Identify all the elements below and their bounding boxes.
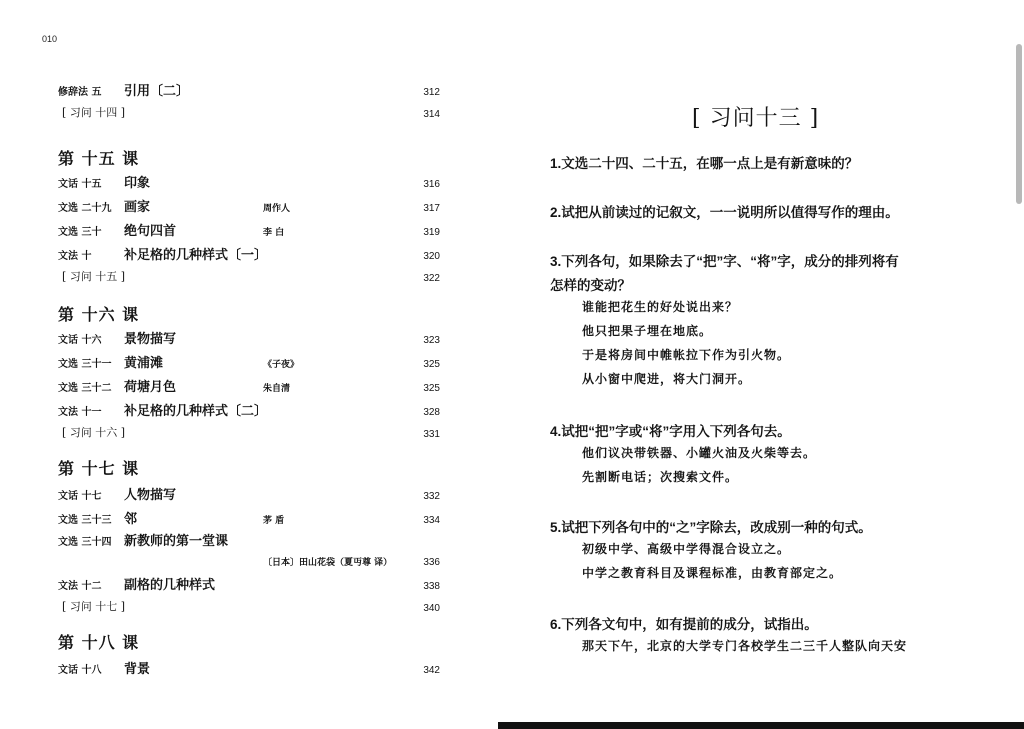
toc-row[interactable] bbox=[56, 376, 440, 394]
toc-title: 人物描写 bbox=[124, 488, 177, 503]
toc-page-number: 328 bbox=[423, 407, 440, 418]
toc-section-prefix: 文话 十八 bbox=[58, 665, 102, 676]
page-number: 010 bbox=[42, 34, 58, 44]
toc-title: 绝句四首 bbox=[124, 224, 177, 239]
toc-page-number: 338 bbox=[423, 581, 440, 592]
toc-title: 印象 bbox=[124, 176, 151, 191]
toc-page-number: 340 bbox=[423, 603, 440, 614]
lesson-heading: 第 十五 课 bbox=[58, 149, 140, 168]
toc-row[interactable] bbox=[56, 400, 440, 418]
toc-page-number: 319 bbox=[423, 227, 440, 238]
toc-author: 茅 盾 bbox=[263, 516, 285, 526]
toc-row[interactable] bbox=[56, 80, 440, 98]
toc-author: 《子夜》 bbox=[263, 360, 300, 370]
toc-title: 邻 bbox=[124, 512, 138, 527]
toc-page-number: 325 bbox=[423, 383, 440, 394]
toc-author: 李 白 bbox=[263, 228, 285, 238]
toc-title: 黄浦滩 bbox=[124, 356, 164, 371]
toc-title: 副格的几种样式 bbox=[124, 578, 216, 593]
toc-page-number: 323 bbox=[423, 335, 440, 346]
toc-page-number: 331 bbox=[423, 429, 440, 440]
toc-row[interactable] bbox=[56, 658, 440, 676]
toc-section-prefix: 文选 三十三 bbox=[58, 515, 112, 526]
toc-section-prefix: 文法 十二 bbox=[58, 581, 102, 592]
toc-exercise-label: [ 习问 十七 ] bbox=[62, 600, 126, 613]
toc-row[interactable] bbox=[56, 484, 440, 502]
example-sentence: 先割断电话；次搜索文件。 bbox=[582, 470, 739, 484]
toc-page-number: 334 bbox=[423, 515, 440, 526]
toc-section-prefix: 文选 三十二 bbox=[58, 383, 112, 394]
example-sentence: 那天下午，北京的大学专门各校学生二三千人整队向天安 bbox=[582, 639, 908, 653]
toc-page-number: 332 bbox=[423, 491, 440, 502]
toc-exercise-label: [ 习问 十六 ] bbox=[62, 426, 126, 439]
toc-page-number: 342 bbox=[423, 665, 440, 676]
toc-author: 朱自清 bbox=[263, 384, 291, 394]
toc-section-prefix: 文法 十一 bbox=[58, 407, 102, 418]
toc-section-prefix: 文选 三十四 bbox=[58, 537, 112, 548]
example-sentence: 他只把果子埋在地底。 bbox=[582, 324, 713, 338]
exercise-title: [ 习问十三 ] bbox=[692, 106, 820, 131]
toc-row[interactable] bbox=[56, 574, 440, 592]
toc-exercise-row[interactable] bbox=[56, 102, 440, 120]
toc-row[interactable] bbox=[56, 172, 440, 190]
lesson-heading: 第 十七 课 bbox=[58, 459, 140, 478]
question-line: 2.试把从前读过的记叙文，一一说明所以值得写作的理由。 bbox=[550, 205, 899, 220]
toc-page-number: 317 bbox=[423, 203, 440, 214]
toc-page-number: 322 bbox=[423, 273, 440, 284]
toc-section-prefix: 文话 十五 bbox=[58, 179, 102, 190]
bottom-bar bbox=[498, 722, 1024, 729]
toc-section-prefix: 文话 十七 bbox=[58, 491, 102, 502]
toc-exercise-label: [ 习问 十四 ] bbox=[62, 106, 126, 119]
toc-title: 补足格的几种样式〔一〕 bbox=[124, 248, 268, 263]
toc-page-number: 316 bbox=[423, 179, 440, 190]
toc-page-number: 320 bbox=[423, 251, 440, 262]
toc-exercise-label: [ 习问 十五 ] bbox=[62, 270, 126, 283]
toc-section-prefix: 文选 三十一 bbox=[58, 359, 112, 370]
toc-exercise-row[interactable] bbox=[56, 422, 440, 440]
toc-page-number: 325 bbox=[423, 359, 440, 370]
example-sentence: 谁能把花生的好处说出来？ bbox=[582, 300, 739, 314]
toc-title: 景物描写 bbox=[124, 332, 177, 347]
toc-page-number: 336 bbox=[423, 557, 440, 568]
lesson-heading: 第 十六 课 bbox=[58, 305, 140, 324]
toc-title: 补足格的几种样式〔二〕 bbox=[124, 404, 268, 419]
toc-author: 周作人 bbox=[263, 204, 291, 214]
question-line: 3.下列各句，如果除去了“把”字、“将”字，成分的排列将有 bbox=[550, 254, 899, 269]
toc-section-prefix: 文选 二十九 bbox=[58, 203, 112, 214]
toc-page-number: 314 bbox=[423, 109, 440, 120]
toc-row[interactable] bbox=[56, 196, 440, 214]
question-line: 怎样的变动？ bbox=[550, 278, 631, 293]
toc-row[interactable] bbox=[56, 352, 440, 370]
toc-section-prefix: 修辞法 五 bbox=[58, 87, 102, 98]
question-line: 5.试把下列各句中的“之”字除去，改成别一种的句式。 bbox=[550, 520, 872, 535]
question-line: 1.文选二十四、二十五，在哪一点上是有新意味的？ bbox=[550, 156, 859, 171]
toc-row[interactable] bbox=[56, 508, 440, 526]
example-sentence: 他们议决带铁器、小罐火油及火柴等去。 bbox=[582, 446, 817, 460]
toc-title: 新教师的第一堂课 bbox=[124, 534, 229, 549]
example-sentence: 中学之教育科目及课程标准，由教育部定之。 bbox=[582, 566, 843, 580]
toc-title: 背景 bbox=[124, 662, 151, 677]
toc-section-prefix: 文选 三十 bbox=[58, 227, 102, 238]
toc-row[interactable] bbox=[56, 244, 440, 262]
question-line: 6.下列各文句中，如有提前的成分，试指出。 bbox=[550, 617, 818, 632]
toc-row[interactable] bbox=[56, 530, 440, 548]
toc-exercise-row[interactable] bbox=[56, 596, 440, 614]
toc-row[interactable] bbox=[56, 220, 440, 238]
toc-page-number: 312 bbox=[423, 87, 440, 98]
scrollbar[interactable] bbox=[1016, 44, 1022, 204]
toc-title: 画家 bbox=[124, 200, 151, 215]
toc-row[interactable] bbox=[56, 328, 440, 346]
example-sentence: 从小窗中爬进，将大门洞开。 bbox=[582, 372, 752, 386]
toc-exercise-row[interactable] bbox=[56, 266, 440, 284]
toc-row[interactable] bbox=[56, 550, 440, 568]
toc-title: 荷塘月色 bbox=[124, 380, 177, 395]
toc-title: 引用〔二〕 bbox=[124, 84, 190, 99]
toc-author: 〔日本〕田山花袋（夏丏尊 译） bbox=[263, 558, 393, 568]
lesson-heading: 第 十八 课 bbox=[58, 633, 140, 652]
question-line: 4.试把“把”字或“将”字用入下列各句去。 bbox=[550, 424, 791, 439]
toc-section-prefix: 文法 十 bbox=[58, 251, 92, 262]
example-sentence: 初级中学、高级中学得混合设立之。 bbox=[582, 542, 791, 556]
example-sentence: 于是将房间中帷帐拉下作为引火物。 bbox=[582, 348, 791, 362]
toc-section-prefix: 文话 十六 bbox=[58, 335, 102, 346]
